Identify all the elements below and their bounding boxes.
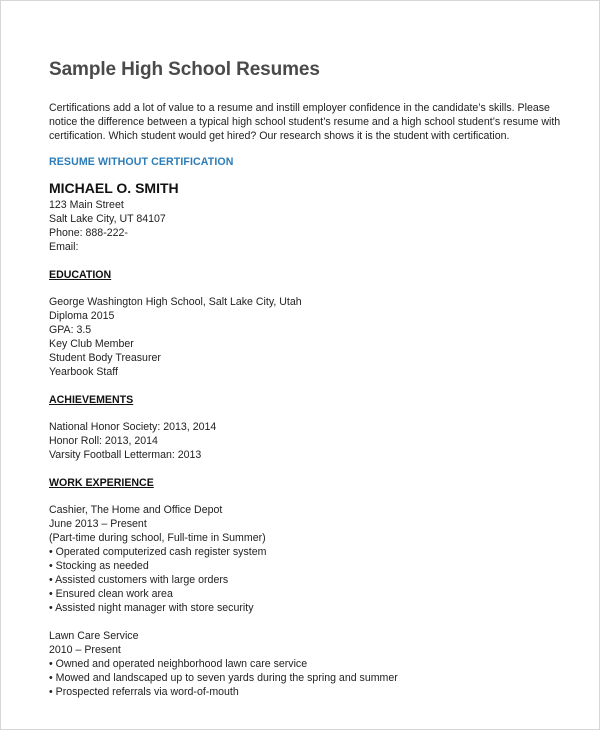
achievement-line: Honor Roll: 2013, 2014 — [49, 435, 158, 447]
job-line: Cashier, The Home and Office Depot — [49, 504, 223, 516]
intro-paragraph: Certifications add a lot of value to a resume and instill employer confidence in the candidate’s skills. Please notice the difference between a typical high school student’s resume and a high school student’s resume with certification. Which student would get hired? Our research shows it is the student with certification. — [49, 102, 561, 142]
education-heading: EDUCATION — [49, 269, 112, 281]
achievement-line: National Honor Society: 2013, 2014 — [49, 421, 217, 433]
contact-line: Salt Lake City, UT 84107 — [49, 213, 166, 225]
achievement-line: Varsity Football Letterman: 2013 — [49, 449, 202, 461]
achievements-block — [49, 420, 579, 462]
resume-name: MICHAEL O. SMITH — [49, 180, 179, 196]
education-line: George Washington High School, Salt Lake City, Utah — [49, 296, 302, 308]
contact-line: Email: — [49, 241, 79, 253]
section-tag: RESUME WITHOUT CERTIFICATION — [49, 156, 234, 168]
job-bullet: • Operated computerized cash register system — [49, 546, 267, 558]
page-title: Sample High School Resumes — [49, 59, 320, 80]
job-line: June 2013 – Present — [49, 518, 147, 530]
job-bullet: • Mowed and landscaped up to seven yards during the spring and summer — [49, 672, 398, 684]
document-content — [49, 59, 579, 699]
education-line: Student Body Treasurer — [49, 352, 161, 364]
education-line: Diploma 2015 — [49, 310, 115, 322]
job-line: (Part-time during school, Full-time in Summer) — [49, 532, 266, 544]
education-line: Yearbook Staff — [49, 366, 118, 378]
job-bullet: • Owned and operated neighborhood lawn care service — [49, 658, 308, 670]
contact-block — [49, 198, 579, 254]
work-experience-heading: WORK EXPERIENCE — [49, 477, 154, 489]
job-bullet: • Stocking as needed — [49, 560, 149, 572]
job-bullet: • Prospected referrals via word-of-mouth — [49, 686, 239, 698]
job-bullet: • Assisted night manager with store security — [49, 602, 254, 614]
job-line: Lawn Care Service — [49, 630, 139, 642]
job-line: 2010 – Present — [49, 644, 121, 656]
achievements-heading: ACHIEVEMENTS — [49, 394, 134, 406]
job-bullet: • Ensured clean work area — [49, 588, 173, 600]
spacer — [49, 615, 579, 629]
education-block — [49, 295, 579, 379]
education-line: GPA: 3.5 — [49, 324, 92, 336]
education-line: Key Club Member — [49, 338, 134, 350]
job-bullet: • Assisted customers with large orders — [49, 574, 229, 586]
contact-line: 123 Main Street — [49, 199, 124, 211]
job-cashier — [49, 503, 579, 615]
contact-line: Phone: 888-222- — [49, 227, 128, 239]
job-lawn-care — [49, 629, 579, 699]
